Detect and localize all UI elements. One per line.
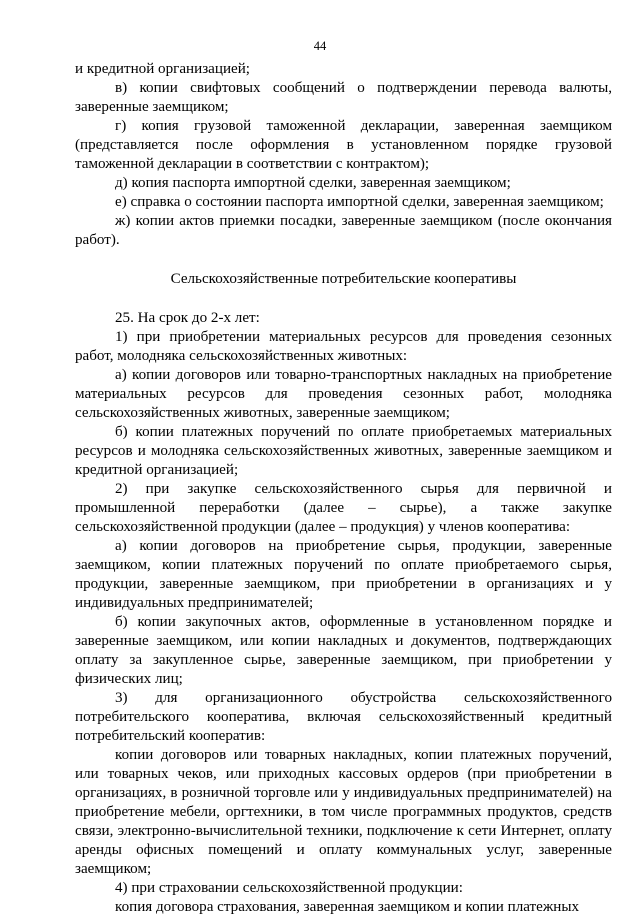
paragraph-spacer	[75, 250, 612, 270]
page-number: 44	[313, 39, 327, 53]
paragraph: 2) при закупке сельскохозяйственного сырья для первичной и промышленной переработки (далее – сырье), а также закупке сельскохозяйственной продукции (далее – продукция) у членов кооператива:	[75, 481, 612, 535]
paragraph: б) копии платежных поручений по оплате приобретаемых материальных ресурсов и молодняка сельскохозяйственных животных, заверенные заемщиком и кредитной организацией;	[75, 424, 612, 478]
paragraph-spacer	[75, 289, 612, 309]
paragraph: 4) при страховании сельскохозяйственной продукции:	[115, 880, 463, 896]
section-heading: Сельскохозяйственные потребительские кооперативы	[170, 271, 517, 287]
paragraph: д) копия паспорта импортной сделки, заверенная заемщиком;	[115, 175, 511, 191]
document-body	[75, 60, 612, 917]
paragraph: в) копии свифтовых сообщений о подтверждении перевода валюты, заверенные заемщиком;	[75, 80, 612, 115]
paragraph: 3) для организационного обустройства сельскохозяйственного потребительского кооператива, включая сельскохозяйственный кредитный потребительский кооператив:	[75, 690, 612, 744]
paragraph: 25. На срок до 2-х лет:	[115, 310, 260, 326]
paragraph: е) справка о состоянии паспорта импортной сделки, заверенная заемщиком;	[115, 194, 604, 210]
paragraph: копия договора страхования, заверенная заемщиком и копии платежных	[115, 899, 580, 915]
paragraph: 1) при приобретении материальных ресурсов для проведения сезонных работ, молодняка сельскохозяйственных животных:	[75, 329, 612, 364]
paragraph: б) копии закупочных актов, оформленные в установленном порядке и заверенные заемщиком, или копии накладных и документов, подтверждающих оплату за закупленное сырье, заверенные заемщиком, при приобретении у физических лиц;	[75, 614, 612, 687]
paragraph: а) копии договоров на приобретение сырья, продукции, заверенные заемщиком, копии платежных поручений по оплате приобретаемого сырья, продукции, заверенные заемщиком, при приобретении в организациях и у индивидуальных предпринимателей;	[75, 538, 612, 611]
paragraph: ж) копии актов приемки посадки, заверенные заемщиком (после окончания работ).	[75, 213, 612, 248]
paragraph: копии договоров или товарных накладных, копии платежных поручений, или товарных чеков, или приходных кассовых ордеров (при приобретении в организациях, в розничной торговле или у индивидуальных предпринимателей) на приобретение мебели, оргтехники, в том числе программных продуктов, средств связи, электронно-вычислительной техники, подключение к сети Интернет, оплату аренды офисных помещений и оплату коммунальных услуг, заверенные заемщиком;	[75, 747, 612, 877]
paragraph: г) копия грузовой таможенной декларации, заверенная заемщиком (представляется после оформления в установленном порядке грузовой таможенной декларации в соответствии с контрактом);	[75, 118, 612, 172]
paragraph: а) копии договоров или товарно-транспортных накладных на приобретение материальных ресурсов для проведения сезонных работ, молодняка сельскохозяйственных животных, заверенные заемщиком;	[75, 367, 612, 421]
paragraph: и кредитной организацией;	[75, 61, 250, 77]
